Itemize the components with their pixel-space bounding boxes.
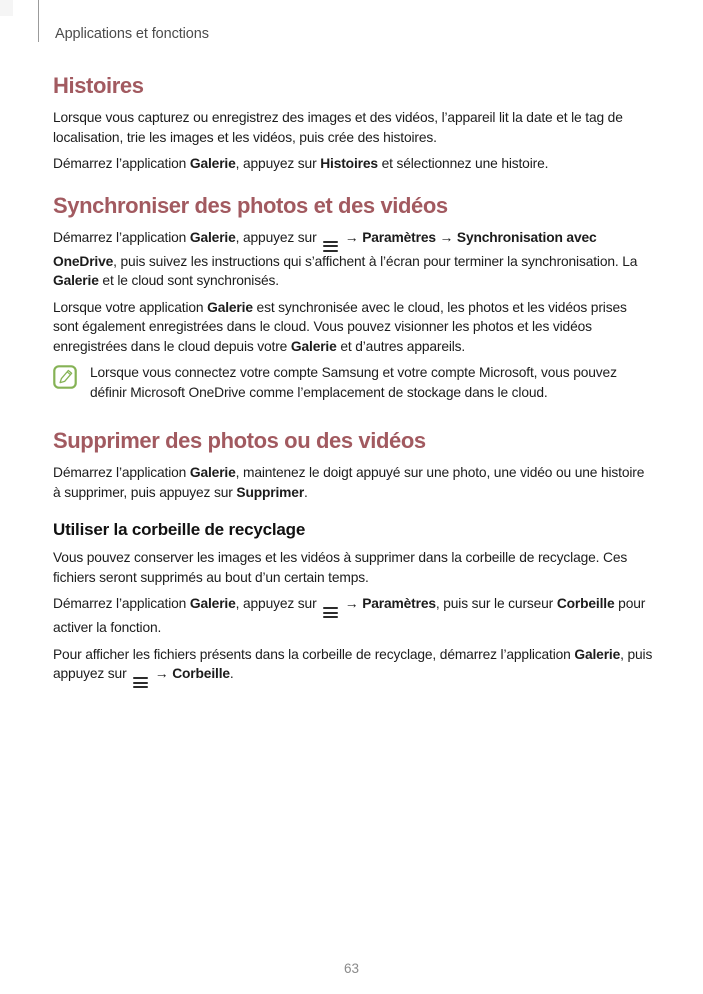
paragraph: Lorsque vous capturez ou enregistrez des images et des vidéos, l’appareil lit la date et le tag de localisation, trie les images et les vidéos, puis crée des histoires. [53,110,623,145]
page-content [0,72,703,688]
paragraph: Lorsque votre application Galerie est synchronisée avec le cloud, les photos et les vidéos prises sont également enregistrées dans le cloud. Vous pouvez visionner les photos et les vidéos enregistrées dans le cloud depuis votre Galerie et d’autres appareils. [53,299,627,354]
note-box [53,363,653,409]
paragraph: Pour afficher les fichiers présents dans la corbeille de recyclage, démarrez l’application Galerie, puis appuyez sur → Corbeille. [53,645,653,689]
menu-icon [133,677,148,688]
section-title-synchroniser: Synchroniser des photos et des vidéos [53,192,448,218]
note-edit-icon [53,365,77,394]
menu-icon [323,241,338,252]
header-rule [38,0,39,42]
page-number: 63 [343,961,360,976]
paragraph: Vous pouvez conserver les images et les vidéos à supprimer dans la corbeille de recyclage. Ces fichiers seront supprimés au bout d’un certain temps. [53,550,628,585]
section-title-histoires: Histoires [53,73,144,98]
section-title-supprimer: Supprimer des photos ou des vidéos [53,428,426,453]
note-text: Lorsque vous connectez votre compte Samsung et votre compte Microsoft, vous pouvez définir Microsoft OneDrive comme l’emplacement de stockage dans le cloud. [90,365,617,400]
paragraph: Démarrez l’application Galerie, appuyez sur Histoires et sélectionnez une histoire. [53,156,549,171]
menu-icon [323,607,338,618]
paragraph: Démarrez l’application Galerie, appuyez sur → Paramètres → Synchronisation avec OneDrive, puis suivez les instructions qui s’affichent à l’écran pour terminer la synchronisation. La Galerie et le cloud sont synchronisés. [53,229,638,288]
page-footer [0,961,703,976]
chapter-title: Applications et fonctions [55,26,209,42]
paragraph: Démarrez l’application Galerie, maintenez le doigt appuyé sur une photo, une vidéo ou une histoire à supprimer, puis appuyez sur Supprimer. [53,465,645,500]
page-header [0,0,703,42]
subsection-title-corbeille: Utiliser la corbeille de recyclage [53,520,306,539]
paragraph: Démarrez l’application Galerie, appuyez sur → Paramètres, puis sur le curseur Corbeille pour activer la fonction. [53,596,646,635]
